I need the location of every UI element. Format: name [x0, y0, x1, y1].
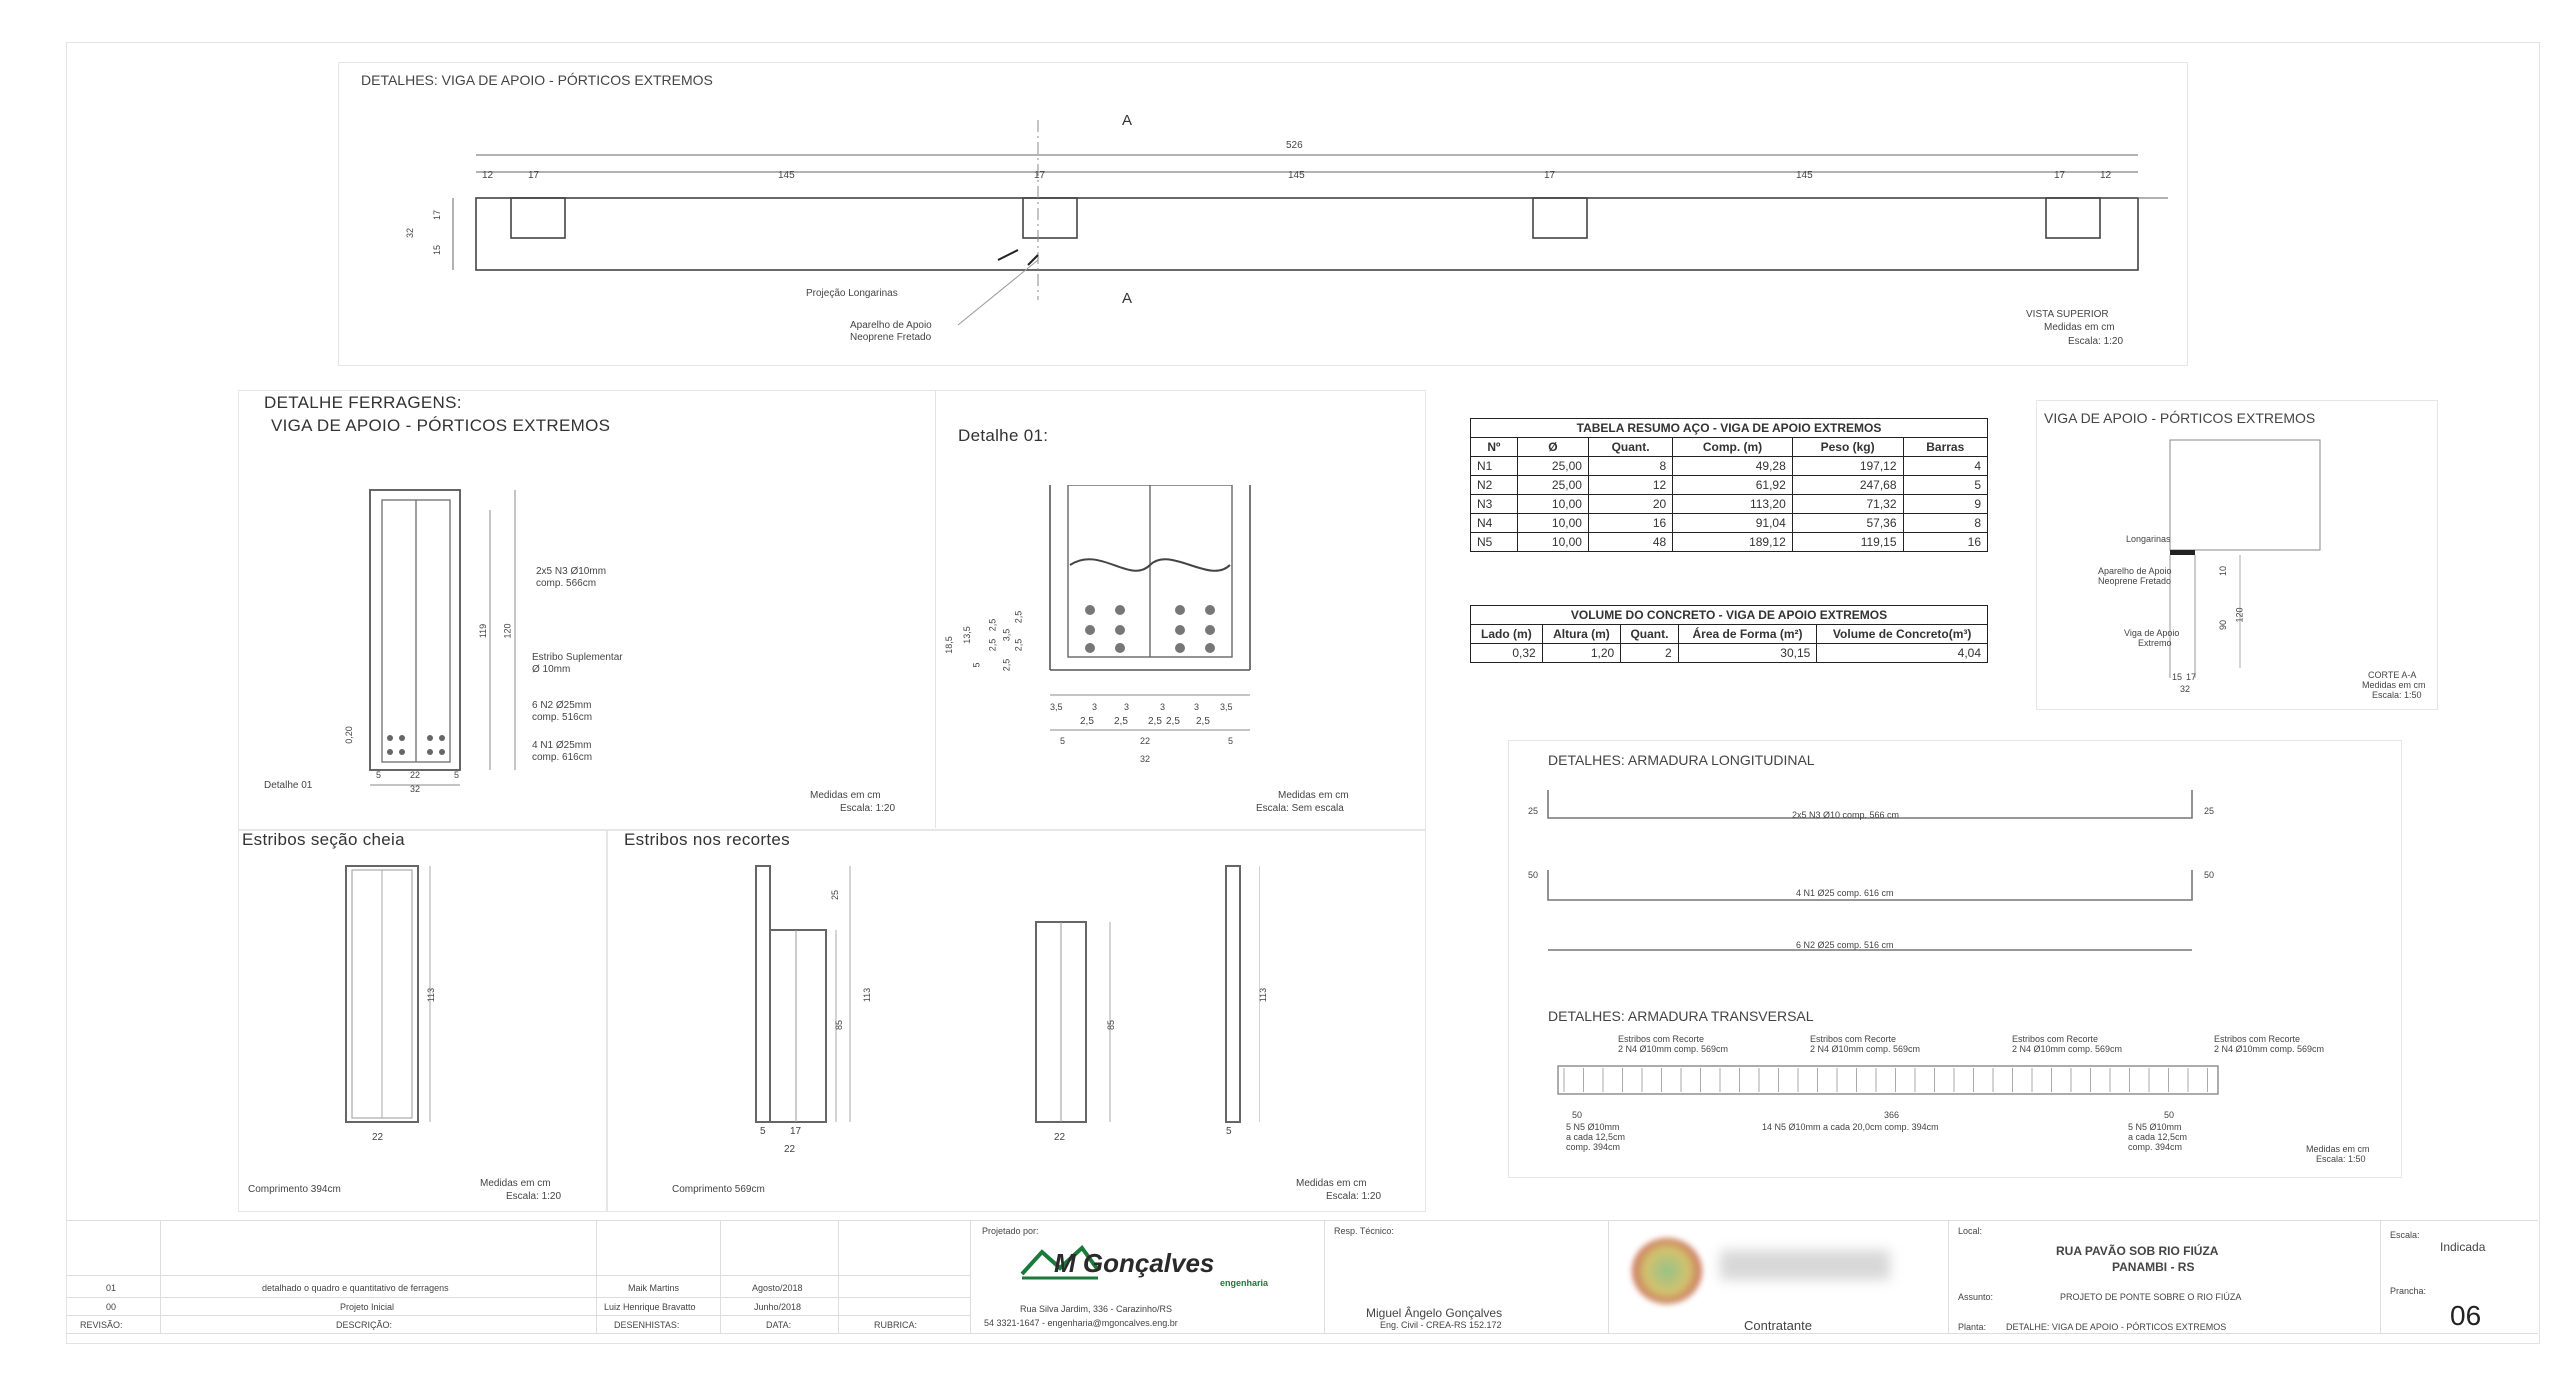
d01-hm-2: 2,5: [1148, 716, 1162, 727]
sf-scale: Escala: 1:20: [506, 1191, 562, 1202]
d01-v5: 2,5: [1001, 658, 1012, 672]
bottom-dim-1: 22: [410, 770, 421, 780]
location-1: RUA PAVÃO SOB RIO FIÚZA: [2056, 1244, 2219, 1258]
dim-2: 145: [778, 170, 795, 181]
dim-4: 145: [1288, 170, 1305, 181]
rebar-scale: Escala: 1:20: [840, 803, 896, 814]
vdim-0: 32: [405, 227, 416, 239]
title-block-border: [66, 1220, 2538, 1221]
sc-d3: 85: [834, 1019, 845, 1031]
steel-table-title: TABELA RESUMO AÇO - VIGA DE APOIO EXTREMOS: [1471, 419, 1988, 438]
d01-v0: 18,5: [943, 636, 954, 654]
d01-v7: 2,5: [1013, 638, 1024, 652]
d01-hm-3: 2,5: [1166, 716, 1180, 727]
rebar-title-1: DETALHE FERRAGENS:: [264, 393, 462, 412]
cell: 49,28: [1673, 457, 1793, 476]
sc-d5: 113: [1258, 987, 1269, 1003]
cell: 4: [1903, 457, 1987, 476]
sv-bearing-2: Neoprene Fretado: [2098, 576, 2172, 586]
cell: N2: [1471, 476, 1518, 495]
table-row: [1471, 476, 1988, 495]
cell: 2: [1621, 644, 1678, 663]
tv-left-spec-1: 5 N5 Ø10mm: [1566, 1122, 1620, 1132]
transversal-drawing: [1556, 1062, 2226, 1102]
tv-right-spec-2: a cada 12,5cm: [2128, 1132, 2188, 1142]
width-dim: 32: [410, 784, 421, 794]
d01-ht-1: 3: [1092, 702, 1098, 712]
vdim-2: 15: [432, 244, 443, 256]
sv-dim-5: 120: [2234, 607, 2245, 623]
cut-spec-2: 2 N4 Ø10mm comp. 569cm: [2012, 1044, 2123, 1054]
sv-dim-2: 32: [2180, 684, 2191, 694]
cut-label-0: Estribos com Recorte: [1618, 1034, 1705, 1044]
title-block-bottom: [66, 1333, 2538, 1334]
vdim-1: 17: [432, 209, 443, 221]
tv-right-spec-1: 5 N5 Ø10mm: [2128, 1122, 2182, 1132]
cell: 48: [1588, 533, 1672, 552]
sc-b1: 5: [760, 1126, 766, 1137]
hook-1-right: 25: [2204, 806, 2215, 816]
cell: 91,04: [1673, 514, 1793, 533]
rebar-section-drawing: [350, 480, 530, 810]
cell: N4: [1471, 514, 1518, 533]
tv-left-spec-3: comp. 394cm: [1566, 1142, 1621, 1152]
tb-div-7: [1608, 1220, 1609, 1333]
sc-d1: 25: [830, 889, 841, 901]
sv-scale: Escala: 1:50: [2372, 690, 2422, 700]
scale-caption: Escala: 1:20: [2068, 336, 2124, 347]
cut-label-3: Estribos com Recorte: [2214, 1034, 2301, 1044]
sc-b2: 17: [790, 1126, 802, 1137]
beam-outline: [476, 198, 2138, 270]
d01-hb-0: 5: [1060, 736, 1066, 746]
tv-scale: Escala: 1:50: [2316, 1154, 2366, 1164]
cut-label-2: Estribos com Recorte: [2012, 1034, 2099, 1044]
tb-div-4: [838, 1220, 839, 1333]
cell: 189,12: [1673, 533, 1793, 552]
bearing-label: Aparelho de Apoio: [850, 320, 932, 331]
sf-width: 22: [372, 1132, 384, 1143]
local-label: Local:: [1958, 1226, 1983, 1236]
company-sub: engenharia: [1220, 1278, 1269, 1288]
hook-2-right: 50: [2204, 870, 2215, 880]
bottom-dim-0: 5: [376, 770, 382, 780]
location-2: PANAMBI - RS: [2112, 1260, 2195, 1274]
bar-1-label: 2x5 N3 Ø10 comp. 566 cm: [1792, 810, 1900, 820]
bottom-dim-2: 5: [454, 770, 460, 780]
cell: 61,92: [1673, 476, 1793, 495]
d01-hb-1: 22: [1140, 736, 1151, 746]
tv-right-spec-3: comp. 394cm: [2128, 1142, 2183, 1152]
table-row: [1471, 457, 1988, 476]
cut-spec-0: 2 N4 Ø10mm comp. 569cm: [1618, 1044, 1729, 1054]
d01-scale: Escala: Sem escala: [1256, 803, 1344, 814]
cell: 25,00: [1517, 476, 1588, 495]
cell: 10,00: [1517, 514, 1588, 533]
sv-bearing-1: Aparelho de Apoio: [2098, 566, 2172, 576]
concrete-h2: Quant.: [1621, 625, 1678, 644]
cut-spec-3: 2 N4 Ø10mm comp. 569cm: [2214, 1044, 2325, 1054]
sc-d2: 113: [862, 987, 873, 1003]
d01-hm-1: 2,5: [1114, 716, 1128, 727]
stirrups-cut-title: Estribos nos recortes: [624, 830, 790, 849]
cell: 30,15: [1678, 644, 1817, 663]
d01-ht-2: 3: [1124, 702, 1130, 712]
sheet-label: Prancha:: [2390, 1286, 2427, 1296]
table-row: [1471, 514, 1988, 533]
longarinas-label: Longarinas: [2126, 534, 2171, 544]
rev-1-desc: Projeto Inicial: [340, 1302, 395, 1312]
tb-row-1: [66, 1275, 970, 1276]
cell: 16: [1588, 514, 1672, 533]
rev-0-drawer: Maik Martins: [628, 1283, 680, 1293]
dim-020: 0,20: [343, 726, 354, 744]
n2-comp: comp. 516cm: [532, 712, 593, 723]
d01-v1: 13,5: [961, 626, 972, 644]
tb-div-2: [596, 1220, 597, 1333]
concrete-h4: Volume de Concreto(m³): [1817, 625, 1988, 644]
d01-units: Medidas em cm: [1278, 790, 1349, 801]
table-row: [1471, 533, 1988, 552]
plan-label: Planta:: [1958, 1322, 1987, 1332]
rev-0: 01: [106, 1283, 117, 1293]
cell: N1: [1471, 457, 1518, 476]
rebar-units: Medidas em cm: [810, 790, 881, 801]
tv-left-spec-2: a cada 12,5cm: [1566, 1132, 1626, 1142]
sf-units: Medidas em cm: [480, 1178, 551, 1189]
tv-mid-dim: 366: [1884, 1110, 1900, 1120]
cell: 10,00: [1517, 495, 1588, 514]
sc-b3: 22: [784, 1144, 796, 1155]
company-contact: 54 3321-1647 - engenharia@mgoncalves.eng.br: [984, 1318, 1178, 1328]
sv-cut-caption: CORTE A-A: [2368, 670, 2417, 680]
scale-value: Indicada: [2440, 1240, 2486, 1254]
engineer-name: Miguel Ângelo Gonçalves: [1366, 1306, 1503, 1320]
n3-label: 2x5 N3 Ø10mm: [536, 566, 607, 577]
dim-1: 17: [528, 170, 540, 181]
steel-h1: Ø: [1517, 438, 1588, 457]
cell: N5: [1471, 533, 1518, 552]
steel-h5: Barras: [1903, 438, 1987, 457]
detail01-drawing: [1040, 485, 1260, 775]
rev-1-date: Junho/2018: [754, 1302, 802, 1312]
contractor-label: Contratante: [1744, 1318, 1812, 1333]
top-view-drawing: [338, 100, 2186, 360]
company-address: Rua Silva Jardim, 336 - Carazinho/RS: [1020, 1304, 1173, 1314]
table-row: [1471, 644, 1988, 663]
table-row: [1471, 495, 1988, 514]
cell: 20: [1588, 495, 1672, 514]
cell: 71,32: [1792, 495, 1903, 514]
rebar-title-2: VIGA DE APOIO - PÓRTICOS EXTREMOS: [271, 416, 611, 435]
d01-width: 32: [1140, 754, 1151, 764]
d01-ht-4: 3: [1194, 702, 1200, 712]
steel-table: [1470, 418, 1988, 552]
concrete-table: [1470, 605, 1988, 663]
cell: 12: [1588, 476, 1672, 495]
cell: 119,15: [1792, 533, 1903, 552]
subject-label: Assunto:: [1958, 1292, 1994, 1302]
rev-0-desc: detalhado o quadro e quantitativo de ferragens: [262, 1283, 449, 1293]
top-view-title: DETALHES: VIGA DE APOIO - PÓRTICOS EXTREMOS: [361, 72, 713, 88]
concrete-table-title: VOLUME DO CONCRETO - VIGA DE APOIO EXTREMOS: [1471, 606, 1988, 625]
d01-v8: 2,5: [1013, 610, 1024, 624]
rev-1: 00: [106, 1302, 117, 1312]
cell: 16: [1903, 533, 1987, 552]
d01-v4: 2,5: [987, 618, 998, 632]
dim-0: 12: [482, 170, 494, 181]
designed-by: Projetado por:: [982, 1226, 1039, 1236]
company-name: M Gonçalves: [1054, 1248, 1215, 1278]
sheet-number: 06: [2450, 1300, 2482, 1331]
sv-units: Medidas em cm: [2362, 680, 2426, 690]
tv-units: Medidas em cm: [2306, 1144, 2370, 1154]
cell: 8: [1903, 514, 1987, 533]
col-rev: REVISÃO:: [80, 1320, 123, 1330]
tb-div-3: [720, 1220, 721, 1333]
sv-dim-4: 90: [2218, 619, 2229, 631]
steel-h0: Nº: [1471, 438, 1518, 457]
stirrup-dia: Ø 10mm: [532, 664, 571, 675]
sc-b5: 5: [1226, 1126, 1232, 1137]
bar-2-label: 4 N1 Ø25 comp. 616 cm: [1796, 888, 1894, 898]
bar-3-label: 6 N2 Ø25 comp. 516 cm: [1796, 940, 1894, 950]
sc-units: Medidas em cm: [1296, 1178, 1367, 1189]
cell: 8: [1588, 457, 1672, 476]
steel-h4: Peso (kg): [1792, 438, 1903, 457]
tb-row-2: [66, 1297, 970, 1298]
total-dim: 526: [1286, 140, 1303, 151]
tb-div-6: [1324, 1220, 1325, 1333]
rebar-divider: [935, 390, 936, 828]
col-desc: DESCRIÇÃO:: [336, 1320, 393, 1330]
sv-dim-0: 15: [2172, 672, 2183, 682]
cell: 197,12: [1792, 457, 1903, 476]
d01-v2: 5: [971, 662, 982, 668]
d01-v3: 2,5: [987, 638, 998, 652]
tv-left-dim: 50: [1572, 1110, 1583, 1120]
col-sign: RUBRICA:: [874, 1320, 918, 1330]
tv-mid-spec: 14 N5 Ø10mm a cada 20,0cm comp. 394cm: [1762, 1122, 1939, 1132]
cell: 9: [1903, 495, 1987, 514]
sv-dim-3: 10: [2218, 565, 2229, 577]
hook-2-left: 50: [1528, 870, 1539, 880]
section-mark-top: A: [1122, 112, 1133, 129]
longitudinal-title: DETALHES: ARMADURA LONGITUDINAL: [1548, 752, 1815, 768]
tv-right-dim: 50: [2164, 1110, 2175, 1120]
steel-h2: Quant.: [1588, 438, 1672, 457]
dim-119: 119: [478, 623, 489, 639]
stirrup-cut-drawing: [740, 860, 1260, 1140]
d01-hb-2: 5: [1228, 736, 1234, 746]
dim-7: 17: [2054, 170, 2066, 181]
d01-ht-3: 3: [1160, 702, 1166, 712]
engineer-reg: Eng. Civil - CREA-RS 152.172: [1380, 1320, 1502, 1330]
d01-hm-4: 2,5: [1196, 716, 1210, 727]
sv-dim-1: 17: [2186, 672, 2197, 682]
dim-3: 17: [1034, 170, 1046, 181]
hook-1-left: 25: [1528, 806, 1539, 816]
cell: 10,00: [1517, 533, 1588, 552]
scale-label: Escala:: [2390, 1230, 2420, 1240]
subject-value: PROJETO DE PONTE SOBRE O RIO FIÚZA: [2060, 1292, 2242, 1302]
projection-label: Projeção Longarinas: [806, 288, 898, 299]
d01-hm-0: 2,5: [1080, 716, 1094, 727]
municipality-seal: [1632, 1238, 1702, 1304]
cell: 113,20: [1673, 495, 1793, 514]
steel-h3: Comp. (m): [1673, 438, 1793, 457]
sv-beam-1: Viga de Apoio: [2124, 628, 2180, 638]
col-date: DATA:: [766, 1320, 792, 1330]
cell: 4,04: [1817, 644, 1988, 663]
resp-label: Resp. Técnico:: [1334, 1226, 1394, 1236]
n1-label: 4 N1 Ø25mm: [532, 740, 592, 751]
sc-length: Comprimento 569cm: [672, 1184, 765, 1195]
tb-div-8: [1948, 1220, 1949, 1333]
tb-div-9: [2380, 1220, 2381, 1333]
cell: 25,00: [1517, 457, 1588, 476]
units-caption: Medidas em cm: [2044, 322, 2115, 333]
dim-5: 17: [1544, 170, 1556, 181]
section-view-title: VIGA DE APOIO - PÓRTICOS EXTREMOS: [2044, 410, 2316, 426]
sv-beam-2: Extremo: [2138, 638, 2172, 648]
detail-ref: Detalhe 01: [264, 780, 313, 791]
n3-comp: comp. 566cm: [536, 578, 597, 589]
n1-comp: comp. 616cm: [532, 752, 593, 763]
municipality-blur: [1720, 1250, 1890, 1280]
sc-b4: 22: [1054, 1132, 1066, 1143]
tb-div-5: [970, 1220, 971, 1333]
col-drawer: DESENHISTAS:: [614, 1320, 680, 1330]
concrete-h0: Lado (m): [1471, 625, 1543, 644]
stirrups-full-title: Estribos seção cheia: [242, 830, 405, 849]
dim-8: 12: [2100, 170, 2112, 181]
stirrup-label: Estribo Suplementar: [532, 652, 623, 663]
dim-6: 145: [1796, 170, 1813, 181]
sf-height: 113: [426, 987, 437, 1003]
sc-scale: Escala: 1:20: [1326, 1191, 1382, 1202]
cell: 1,20: [1542, 644, 1621, 663]
tb-div-1: [160, 1220, 161, 1333]
dim-120: 120: [502, 623, 513, 639]
sc-d4: 85: [1106, 1019, 1117, 1031]
plan-value: DETALHE: VIGA DE APOIO - PÓRTICOS EXTREMOS: [2006, 1322, 2227, 1332]
sf-length: Comprimento 394cm: [248, 1184, 341, 1195]
bearing-label-2: Neoprene Fretado: [850, 332, 932, 343]
transversal-title: DETALHES: ARMADURA TRANSVERSAL: [1548, 1008, 1814, 1024]
concrete-h1: Altura (m): [1542, 625, 1621, 644]
cut-label-1: Estribos com Recorte: [1810, 1034, 1897, 1044]
rev-1-drawer: Luiz Henrique Bravatto: [604, 1302, 696, 1312]
section-mark-bottom: A: [1122, 290, 1133, 307]
n2-label: 6 N2 Ø25mm: [532, 700, 592, 711]
d01-v6: 3,5: [1001, 628, 1012, 642]
cell: 247,68: [1792, 476, 1903, 495]
detail01-title: Detalhe 01:: [958, 426, 1049, 445]
view-caption: VISTA SUPERIOR: [2026, 309, 2109, 320]
d01-ht-0: 3,5: [1050, 702, 1063, 712]
rev-0-date: Agosto/2018: [752, 1283, 803, 1293]
cell: N3: [1471, 495, 1518, 514]
tb-row-3: [66, 1315, 970, 1316]
cell: 5: [1903, 476, 1987, 495]
concrete-h3: Área de Forma (m²): [1678, 625, 1817, 644]
cell: 0,32: [1471, 644, 1543, 663]
cell: 57,36: [1792, 514, 1903, 533]
d01-ht-5: 3,5: [1220, 702, 1233, 712]
cut-spec-1: 2 N4 Ø10mm comp. 569cm: [1810, 1044, 1921, 1054]
